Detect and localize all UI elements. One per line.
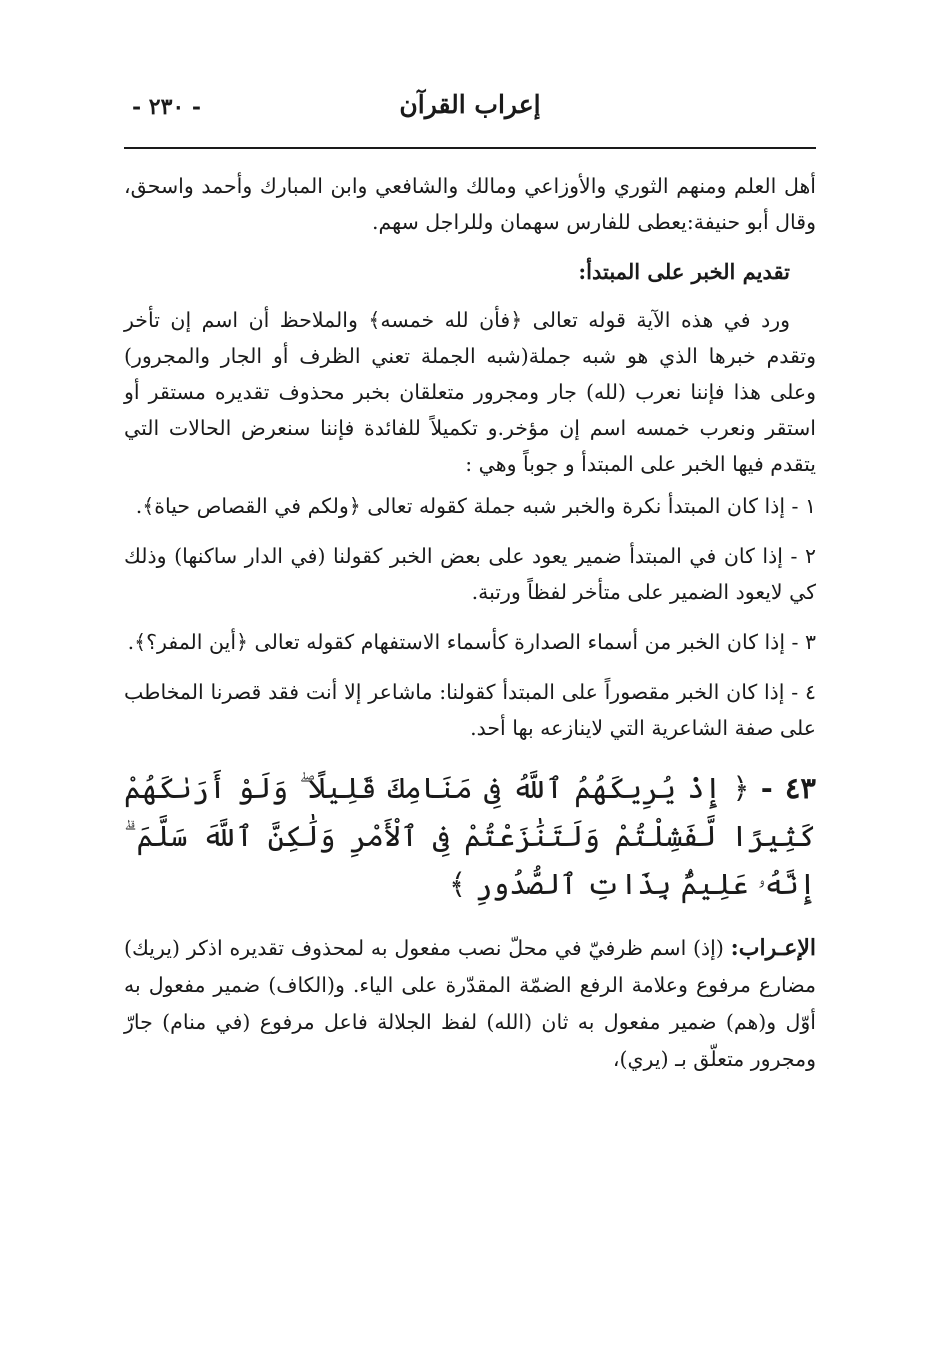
list-item-3: ٣ - إذا كان الخبر من أسماء الصدارة كأسماء الاستفهام كقوله تعالى ﴿أين المفر؟﴾. — [127, 630, 816, 654]
list-item-2: ٢ - إذا كان في المبتدأ ضمير يعود على بعض الخبر كقولنا (في الدار ساكنها) وذلك كي لايعود الضمير على متأخر لفظاً ورتبة. — [124, 544, 816, 604]
paragraph-predicate-order: ورد في هذه الآية قوله تعالى ﴿فأن لله خمسه﴾ والملاحظ أن اسم إن تأخر وتقدم خبرها الذي هو شبه جملة(شبه الجملة تعني الظرف أو الجار والمجرور) وعلى هذا فإننا نعرب (لله) جار ومجرور متعلقان بخبر محذوف تقديره مستقر أو استقر ونعرب خمسه اسم إن مؤخر.و تكميلاً للفائدة فإننا سنعرض الحالات التي يتقدم فيها الخبر على المبتدأ و جوباً وهي : — [124, 308, 816, 476]
analysis-text: (إذ) اسم ظرفيّ في محلّ نصب مفعول به لمحذوف تقديره اذكر (يريك) مضارع مرفوع وعلامة الرفع الضمّة المقدّرة على الياء. و(الكاف) ضمير مفعول به أوّل و(هم) ضمير مفعول به ثان (الله) لفظ الجلالة فاعل مرفوع (في منام) جارّ ومجرور متعلّق بـ (يري)، — [124, 936, 816, 1071]
list-item-1: ١ - إذا كان المبتدأ نكرة والخبر شبه جملة كقوله تعالى ﴿ولكم في القصاص حياة﴾. — [135, 494, 816, 518]
verse-text: ﴿ إِذْ يُرِيكَهُمُ ٱللَّهُ فِى مَنَامِكَ قَلِيلًا ۖ وَلَوْ أَرَىٰكَهُمْ كَثِيرًا لَّفَشِلْتُمْ وَلَتَنَٰزَعْتُمْ فِى ٱلْأَمْرِ وَلَٰكِنَّ ٱللَّهَ سَلَّمَ ۗ إِنَّهُۥ عَلِيمٌۢ بِذَاتِ ٱلصُّدُورِ ﴾ — [124, 771, 816, 901]
running-head — [124, 84, 816, 134]
analysis-label: الإعـراب: — [730, 935, 816, 961]
header-divider — [124, 147, 816, 149]
quran-verse — [124, 764, 816, 908]
section-heading: تقديم الخبر على المبتدأ: — [578, 259, 790, 284]
page-title: إعراب القرآن — [399, 90, 541, 119]
page-number: - ٢٣٠ - — [132, 94, 202, 120]
list-item-4: ٤ - إذا كان الخبر مقصوراً على المبتدأ كقولنا: ماشاعر إلا أنت فقد قصرنا المخاطب على صفة الشاعرية التي لاينازعه بها أحد. — [124, 680, 816, 740]
paragraph-scholars: أهل العلم ومنهم الثوري والأوزاعي ومالك والشافعي وابن المبارك وأحمد واسحق، وقال أبو حنيفة:يعطى للفارس سهمان وللراجل سهم. — [124, 174, 816, 234]
verse-number: ٤٣ - — [760, 771, 816, 805]
page-body — [124, 168, 816, 1078]
grammatical-analysis — [124, 930, 816, 1078]
